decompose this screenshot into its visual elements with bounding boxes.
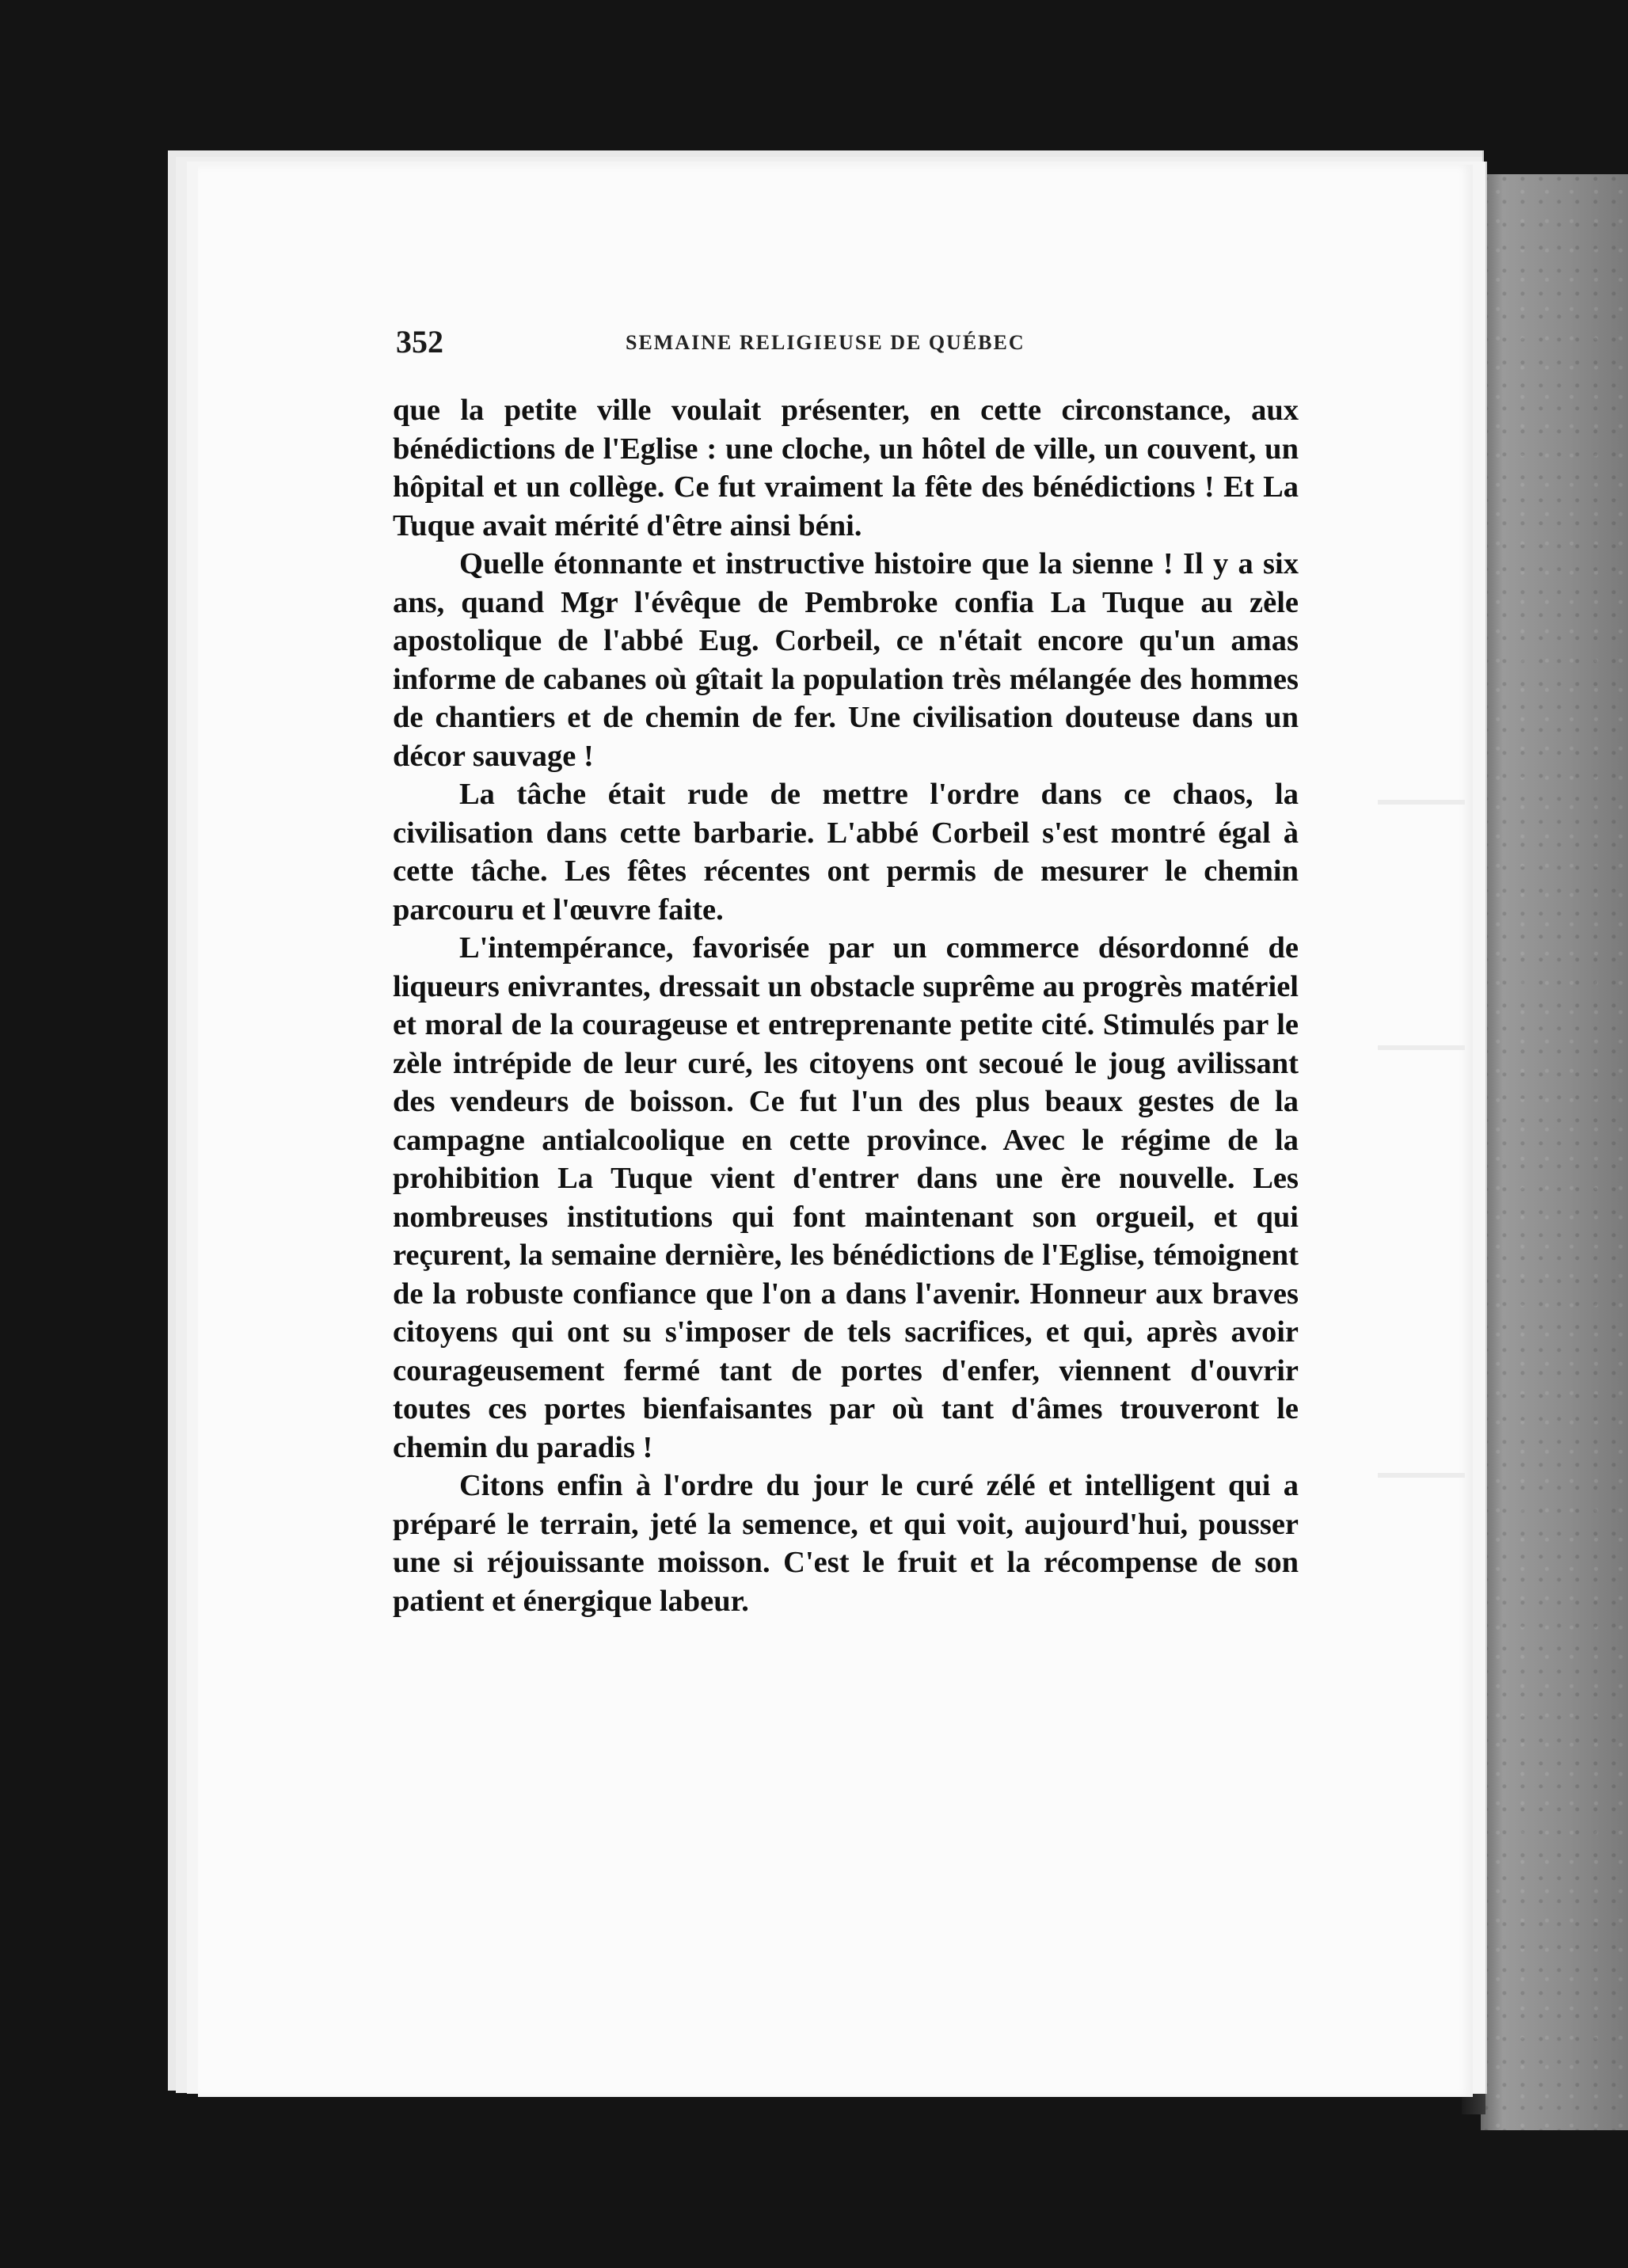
body-text (393, 391, 1299, 1620)
page-header (396, 323, 1188, 371)
paragraph: La tâche était rude de mettre l'ordre dans ce chaos, la civilisation dans cette barbarie. L'abbé Corbeil s'est montré égal à cette tâche. Les fêtes récentes ont permis de mesurer le chemin parcouru et l'œuvre faite. (393, 778, 1299, 927)
bleed-through-mark (1378, 800, 1465, 805)
running-head: SEMAINE RELIGIEUSE DE QUÉBEC (626, 331, 1025, 354)
bleed-through-mark (1378, 1473, 1465, 1478)
bleed-through-mark (1378, 1045, 1465, 1050)
page-number: 352 (396, 324, 443, 360)
paragraph: Quelle étonnante et instructive histoire que la sienne ! Il y a six ans, quand Mgr l'évêque de Pembroke confia La Tuque au zèle apostolique de l'abbé Eug. Corbeil, ce n'était encore qu'un amas informe de cabanes où gîtait la population très mélangée des hommes de chantiers et de chemin de fer. Une civilisation douteuse dans un décor sauvage ! (393, 547, 1299, 773)
paragraph: que la petite ville voulait présenter, en cette circonstance, aux bénédictions de l'Eglise : une cloche, un hôtel de ville, un couvent, un hôpital et un collège. Ce fut vraiment la fête des bénédictions ! Et La Tuque avait mérité d'être ainsi béni. (393, 394, 1299, 542)
paragraph: L'intempérance, favorisée par un commerce désordonné de liqueurs enivrantes, dressait un obstacle suprême au progrès matériel et moral de la courageuse et entreprenante petite cité. Stimulés par le zèle intrépide de leur curé, les citoyens ont secoué le joug avilissant des vendeurs de boisson. Ce fut l'un des plus beaux gestes de la campagne antialcoolique en cette province. Avec le régime de la prohibition La Tuque vient d'entrer dans une ère nouvelle. Les nombreuses institutions qui font maintenant son orgueil, et qui reçurent, la semaine dernière, les bénédictions de l'Eglise, témoignent de la robuste confiance que l'on a dans l'avenir. Honneur aux braves citoyens qui ont su s'imposer de tels sacrifices, et qui, après avoir courageusement fermé tant de portes d'enfer, viennent d'ouvrir toutes ces portes bienfaisantes par où tant d'âmes trouveront le chemin du paradis ! (393, 931, 1299, 1464)
paragraph: Citons enfin à l'ordre du jour le curé zélé et intelligent qui a préparé le terrain, jeté la semence, et qui voit, aujourd'hui, pousser une si réjouissante moisson. C'est le fruit et la récompense de son patient et énergique labeur. (393, 1469, 1299, 1618)
binding-board (1481, 174, 1628, 2130)
